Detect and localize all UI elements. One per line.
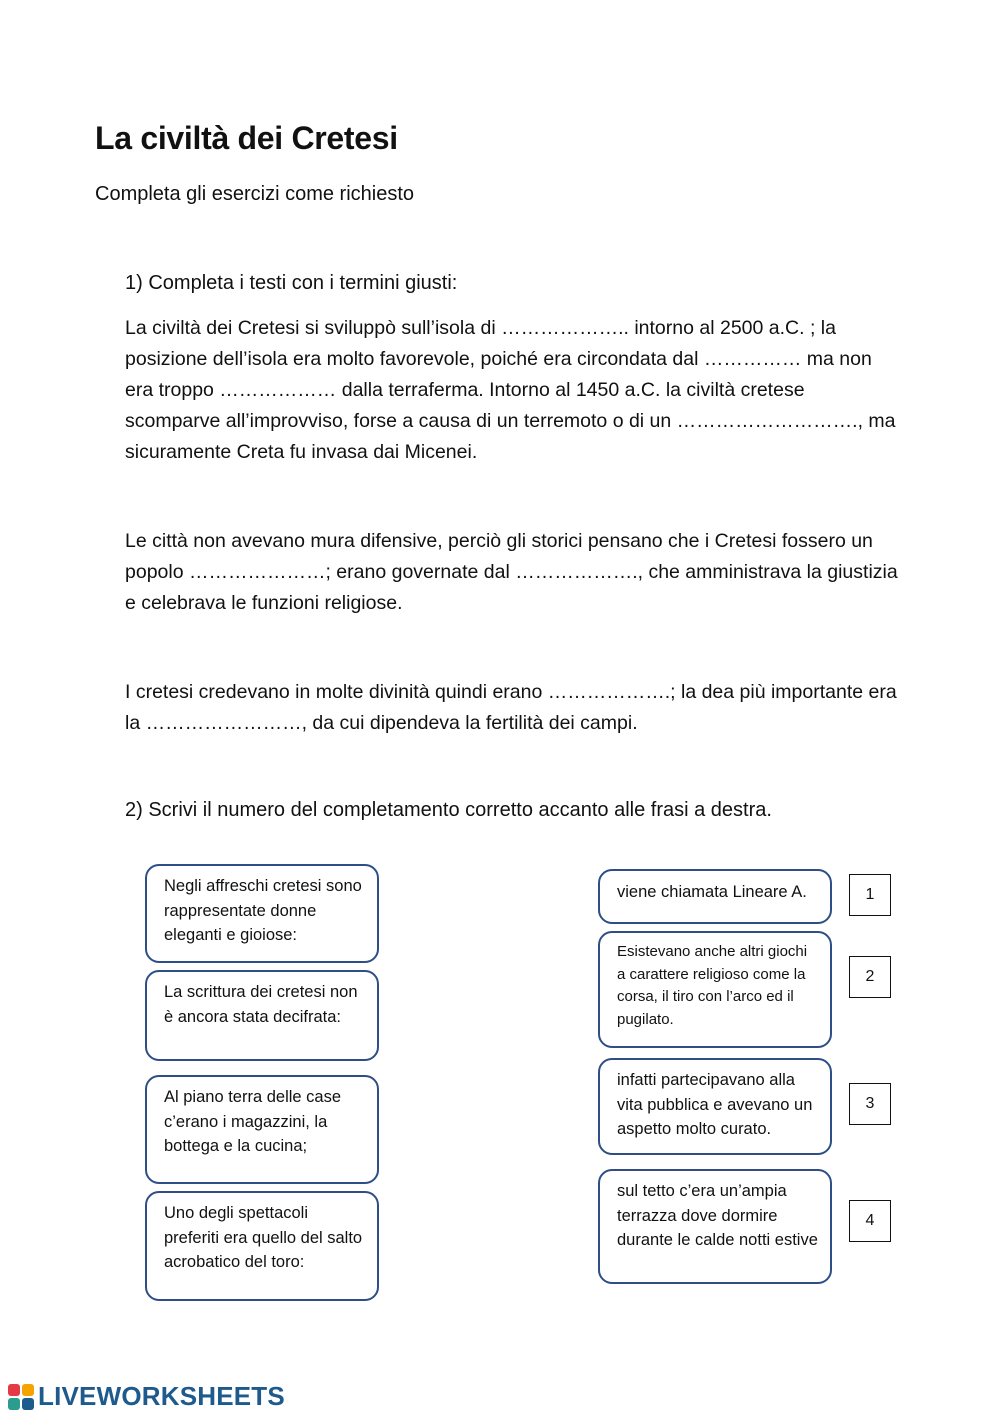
answer-number-box-2[interactable]: 2: [849, 956, 891, 998]
right-sentence-box-1: viene chiamata Lineare A.: [598, 869, 832, 924]
answer-number-box-4[interactable]: 4: [849, 1200, 891, 1242]
logo-text: LIVEWORKSHEETS: [38, 1381, 285, 1411]
page-subtitle: Completa gli esercizi come richiesto: [95, 183, 415, 205]
page-title: La civiltà dei Cretesi: [95, 120, 398, 156]
left-sentence-box-1: Negli affreschi cretesi sono rappresentate donne eleganti e gioiose:: [145, 864, 379, 963]
left-sentence-box-2: La scrittura dei cretesi non è ancora stata decifrata:: [145, 970, 379, 1061]
answer-number-box-1[interactable]: 1: [849, 874, 891, 916]
exercise1-heading: 1) Completa i testi con i termini giusti:: [125, 272, 458, 294]
left-sentence-box-3: Al piano terra delle case c’erano i magazzini, la bottega e la cucina;: [145, 1075, 379, 1184]
right-sentence-box-4: sul tetto c’era un’ampia terrazza dove dormire durante le calde notti estive: [598, 1169, 832, 1284]
exercise1-paragraph-1: La civiltà dei Cretesi si sviluppò sull’isola di ……………….. intorno al 2500 a.C. ; la posizione dell’isola era molto favorevole, poiché era circondata dal …………… ma non era troppo ……………… dalla terraferma. Intorno al 1450 a.C. la civiltà cretese scomparve all’improvviso, forse a causa di un terremoto o di un ………………………., ma sicuramente Creta fu invasa dai Micenei.: [125, 317, 896, 463]
exercise1-paragraph-2: Le città non avevano mura difensive, perciò gli storici pensano che i Cretesi fossero un popolo …………………; erano governate dal ………………., che amministrava la giustizia e celebrava le funzioni religiose.: [125, 530, 898, 614]
right-sentence-box-3: infatti partecipavano alla vita pubblica e avevano un aspetto molto curato.: [598, 1058, 832, 1155]
exercise2-heading: 2) Scrivi il numero del completamento corretto accanto alle frasi a destra.: [125, 799, 772, 821]
liveworksheets-logo[interactable]: [8, 1381, 285, 1412]
left-sentence-box-4: Uno degli spettacoli preferiti era quello del salto acrobatico del toro:: [145, 1191, 379, 1301]
logo-mark-icon: [8, 1384, 34, 1410]
exercise1-paragraph-3: I cretesi credevano in molte divinità quindi erano ……………….; la dea più importante era la ……………………, da cui dipendeva la fertilità dei campi.: [125, 681, 897, 734]
answer-number-box-3[interactable]: 3: [849, 1083, 891, 1125]
right-sentence-box-2: Esistevano anche altri giochi a carattere religioso come la corsa, il tiro con l’arco ed il pugilato.: [598, 931, 832, 1048]
